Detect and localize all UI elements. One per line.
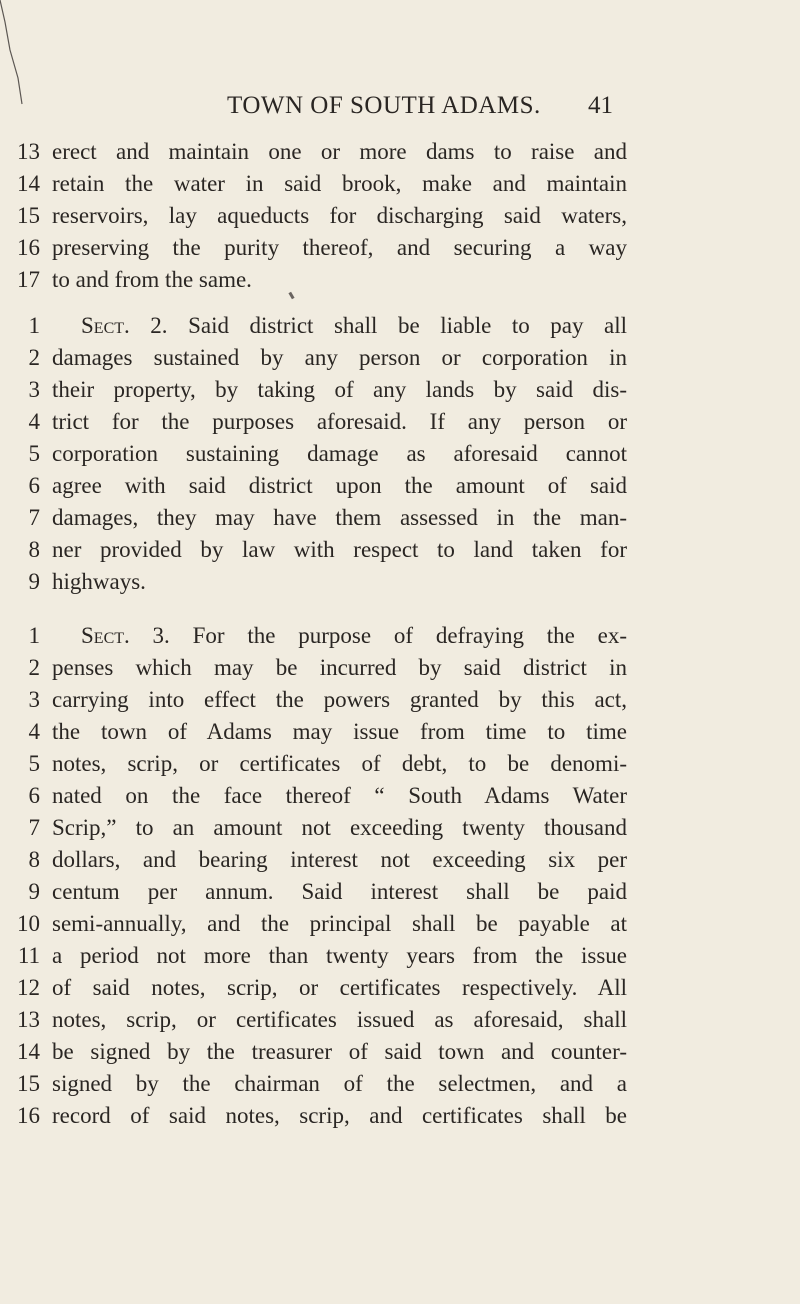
line-text: retain the water in said brook, make and maintain bbox=[52, 171, 627, 196]
line-text: trict for the purposes aforesaid. If any person or bbox=[52, 409, 627, 434]
line-text: centum per annum. Said interest shall be paid bbox=[52, 879, 627, 904]
text-line bbox=[0, 502, 800, 534]
line-number: 11 bbox=[17, 943, 40, 968]
line-text: Scrip,” to an amount not exceeding twenty thousand bbox=[52, 815, 627, 840]
text-line bbox=[0, 1036, 800, 1068]
line-number: 6 bbox=[28, 783, 40, 808]
line-number: 1 bbox=[28, 313, 40, 338]
text-line bbox=[0, 908, 800, 940]
line-text-body: Said district shall be liable to pay all bbox=[188, 313, 628, 338]
line-text: to and from the same. bbox=[52, 267, 252, 292]
line-text: notes, scrip, or certificates of debt, to be denomi- bbox=[52, 751, 627, 776]
line-number: 7 bbox=[28, 815, 40, 840]
line-number: 14 bbox=[17, 1039, 40, 1064]
section-sect-3 bbox=[0, 620, 800, 1132]
line-text: damages, they may have them assessed in the man- bbox=[52, 505, 627, 530]
text-line bbox=[0, 684, 800, 716]
text-line bbox=[0, 748, 800, 780]
text-line bbox=[0, 566, 800, 598]
page-number: 41 bbox=[588, 92, 613, 119]
line-number: 9 bbox=[28, 569, 40, 594]
line-number: 2 bbox=[28, 345, 40, 370]
line-number: 1 bbox=[28, 623, 40, 648]
text-line bbox=[0, 844, 800, 876]
line-number: 10 bbox=[17, 911, 40, 936]
running-header bbox=[0, 90, 800, 122]
line-text: ner provided by law with respect to land taken for bbox=[52, 537, 627, 562]
line-number: 17 bbox=[17, 267, 40, 292]
text-line bbox=[0, 310, 800, 342]
text-line bbox=[0, 940, 800, 972]
line-text: signed by the chairman of the selectmen, and a bbox=[52, 1071, 627, 1096]
line-number: 8 bbox=[28, 537, 40, 562]
text-line bbox=[0, 168, 800, 200]
line-text: dollars, and bearing interest not exceeding six per bbox=[52, 847, 627, 872]
line-number: 5 bbox=[28, 751, 40, 776]
line-text: corporation sustaining damage as aforesaid cannot bbox=[52, 441, 627, 466]
text-line bbox=[0, 406, 800, 438]
line-number: 15 bbox=[17, 1071, 40, 1096]
text-line bbox=[0, 438, 800, 470]
line-number: 6 bbox=[28, 473, 40, 498]
line-text: the town of Adams may issue from time to time bbox=[52, 719, 627, 744]
line-text: record of said notes, scrip, and certificates shall be bbox=[52, 1103, 627, 1128]
line-number: 15 bbox=[17, 203, 40, 228]
text-line bbox=[0, 1068, 800, 1100]
section-sect-2 bbox=[0, 310, 800, 598]
line-number: 4 bbox=[28, 409, 40, 434]
line-text: their property, by taking of any lands by said dis- bbox=[52, 377, 627, 402]
line-text: notes, scrip, or certificates issued as aforesaid, shall bbox=[52, 1007, 627, 1032]
text-line bbox=[0, 374, 800, 406]
line-number: 16 bbox=[17, 235, 40, 260]
text-line bbox=[0, 812, 800, 844]
text-line bbox=[0, 1004, 800, 1036]
text-line bbox=[0, 876, 800, 908]
line-text: be signed by the treasurer of said town and counter- bbox=[52, 1039, 627, 1064]
line-number: 13 bbox=[17, 139, 40, 164]
text-line bbox=[0, 470, 800, 502]
line-text: agree with said district upon the amount of said bbox=[52, 473, 627, 498]
line-number: 2 bbox=[28, 655, 40, 680]
line-text: damages sustained by any person or corporation in bbox=[52, 345, 627, 370]
line-text bbox=[81, 620, 627, 652]
line-number: 3 bbox=[28, 377, 40, 402]
text-line bbox=[0, 232, 800, 264]
line-number: 7 bbox=[28, 505, 40, 530]
line-text: reservoirs, lay aqueducts for discharging said waters, bbox=[52, 203, 627, 228]
line-number: 14 bbox=[17, 171, 40, 196]
line-number: 4 bbox=[28, 719, 40, 744]
line-text: carrying into effect the powers granted by this act, bbox=[52, 687, 627, 712]
section-heading: Sect. 3. bbox=[81, 623, 170, 648]
line-text bbox=[81, 310, 627, 342]
section-heading: Sect. 2. bbox=[81, 313, 168, 338]
line-number: 8 bbox=[28, 847, 40, 872]
text-line bbox=[0, 620, 800, 652]
text-line bbox=[0, 200, 800, 232]
text-line bbox=[0, 136, 800, 168]
line-number: 16 bbox=[17, 1103, 40, 1128]
text-line bbox=[0, 652, 800, 684]
line-text: highways. bbox=[52, 569, 146, 594]
line-number: 12 bbox=[17, 975, 40, 1000]
text-line bbox=[0, 780, 800, 812]
line-text: of said notes, scrip, or certificates respectively. All bbox=[52, 975, 627, 1000]
text-line bbox=[0, 972, 800, 1004]
text-line bbox=[0, 716, 800, 748]
line-number: 5 bbox=[28, 441, 40, 466]
line-text: nated on the face thereof “ South Adams Water bbox=[52, 783, 627, 808]
section-continuation bbox=[0, 136, 800, 296]
line-text: erect and maintain one or more dams to raise and bbox=[52, 139, 627, 164]
line-text: preserving the purity thereof, and securing a way bbox=[52, 235, 627, 260]
line-text: a period not more than twenty years from the issue bbox=[52, 943, 627, 968]
line-text-body: For the purpose of defraying the ex- bbox=[192, 623, 627, 648]
line-text: penses which may be incurred by said district in bbox=[52, 655, 627, 680]
header-title: TOWN OF SOUTH ADAMS. bbox=[227, 92, 541, 119]
line-text: semi-annually, and the principal shall be payable at bbox=[52, 911, 627, 936]
line-number: 9 bbox=[28, 879, 40, 904]
text-line bbox=[0, 264, 800, 296]
text-line bbox=[0, 534, 800, 566]
line-number: 3 bbox=[28, 687, 40, 712]
text-line bbox=[0, 1100, 800, 1132]
line-number: 13 bbox=[17, 1007, 40, 1032]
text-line bbox=[0, 342, 800, 374]
